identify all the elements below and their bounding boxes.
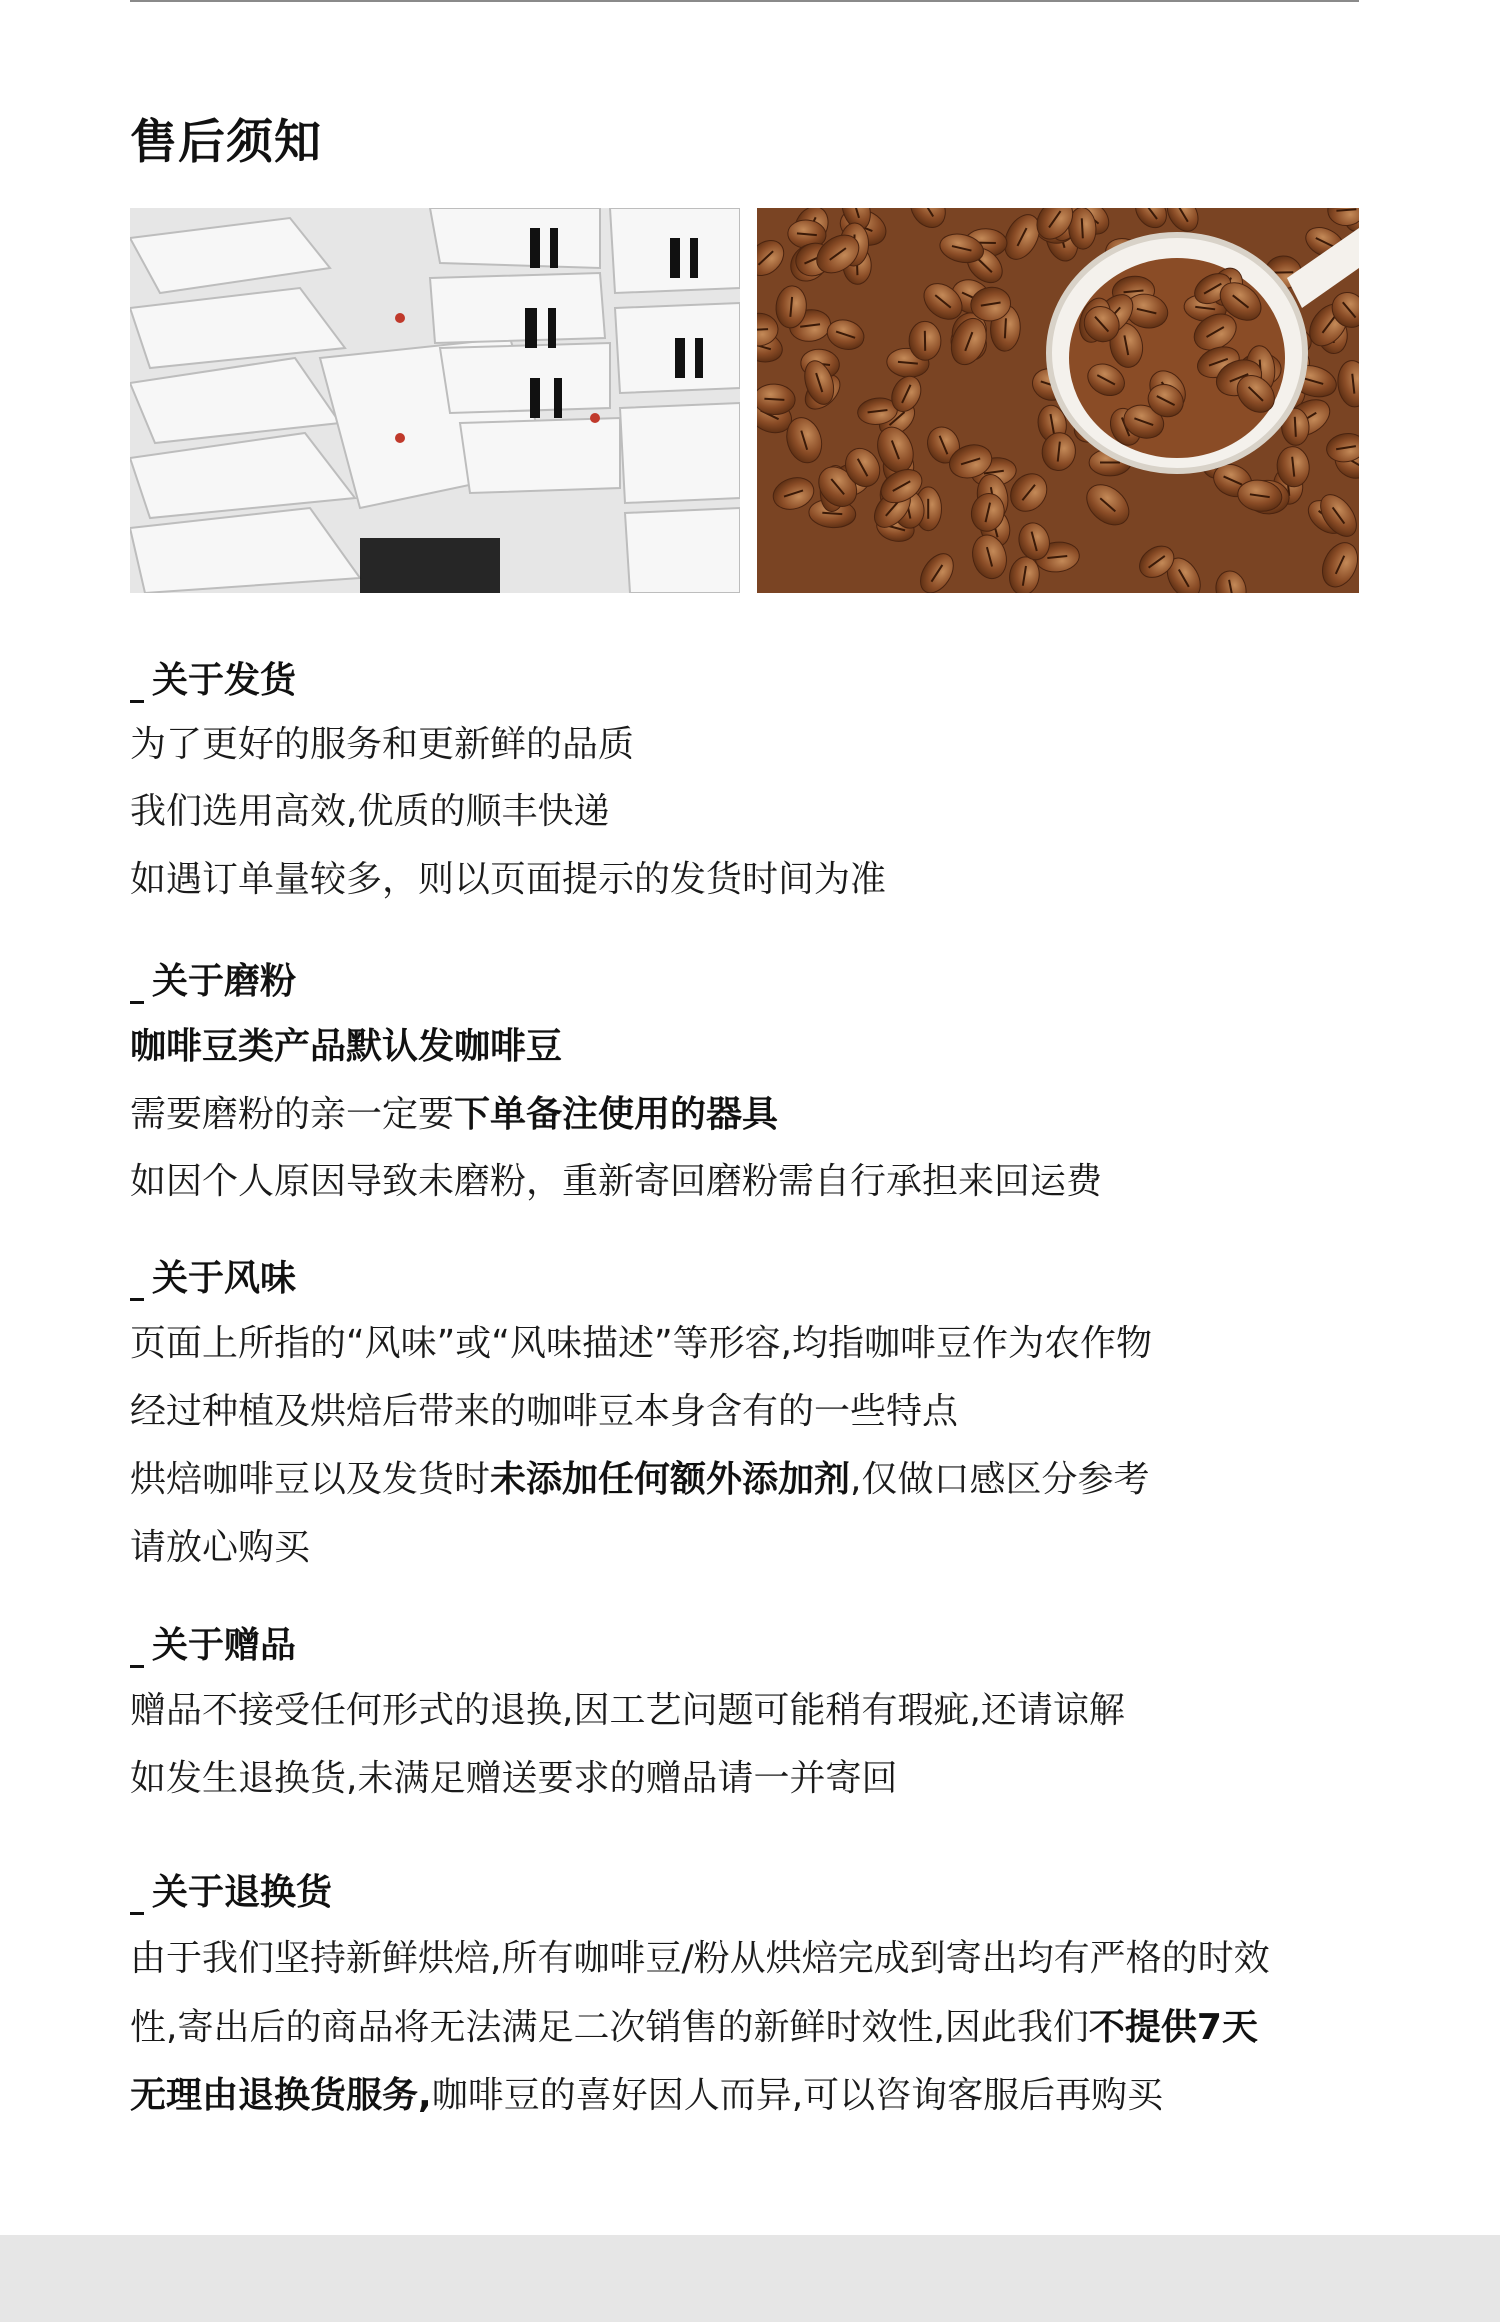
heading-dash [130, 1665, 144, 1668]
text-line: 如遇订单量较多，则以页面提示的发货时间为准 [130, 859, 887, 900]
top-divider [130, 0, 1359, 2]
heading-dash [130, 700, 144, 703]
text-line: 性,寄出后的商品将无法满足二次销售的新鲜时效性,因此我们不提供7天 [130, 2007, 1258, 2048]
section-heading-returns: 关于退换货 [130, 1867, 332, 1915]
text-line: 为了更好的服务和更新鲜的品质 [130, 724, 635, 765]
footer-bar [0, 2235, 1500, 2322]
text-line: 需要磨粉的亲一定要下单备注使用的器具 [130, 1094, 779, 1135]
page-title: 售后须知 [130, 115, 322, 170]
text-line: 烘焙咖啡豆以及发货时未添加任何额外添加剂,仅做口感区分参考 [130, 1459, 1150, 1500]
heading-dash [130, 1912, 144, 1915]
text-line: 请放心购买 [130, 1527, 311, 1568]
text-line: 如因个人原因导致未磨粉，重新寄回磨粉需自行承担来回运费 [130, 1161, 1103, 1202]
section-heading-grinding: 关于磨粉 [130, 956, 296, 1004]
text-line: 由于我们坚持新鲜烘焙,所有咖啡豆/粉从烘焙完成到寄出均有严格的时效 [130, 1938, 1270, 1979]
coffee-beans-photo [757, 208, 1359, 593]
section-heading-shipping: 关于发货 [130, 655, 296, 703]
text-line: 赠品不接受任何形式的退换,因工艺问题可能稍有瑕疵,还请谅解 [130, 1690, 1125, 1731]
text-line: 页面上所指的“风味”或“风味描述”等形容,均指咖啡豆作为农作物 [130, 1323, 1153, 1364]
heading-dash [130, 1001, 144, 1004]
section-heading-gifts: 关于赠品 [130, 1620, 296, 1668]
packaged-goods-photo [130, 208, 740, 593]
text-line-bold: 咖啡豆类产品默认发咖啡豆 [130, 1026, 563, 1067]
heading-dash [130, 1298, 144, 1301]
text-line: 无理由退换货服务,咖啡豆的喜好因人而异,可以咨询客服后再购买 [130, 2075, 1164, 2116]
section-heading-flavor: 关于风味 [130, 1253, 296, 1301]
text-line: 我们选用高效,优质的顺丰快递 [130, 791, 610, 832]
text-line: 经过种植及烘焙后带来的咖啡豆本身含有的一些特点 [130, 1391, 959, 1432]
text-line: 如发生退换货,未满足赠送要求的赠品请一并寄回 [130, 1758, 898, 1799]
